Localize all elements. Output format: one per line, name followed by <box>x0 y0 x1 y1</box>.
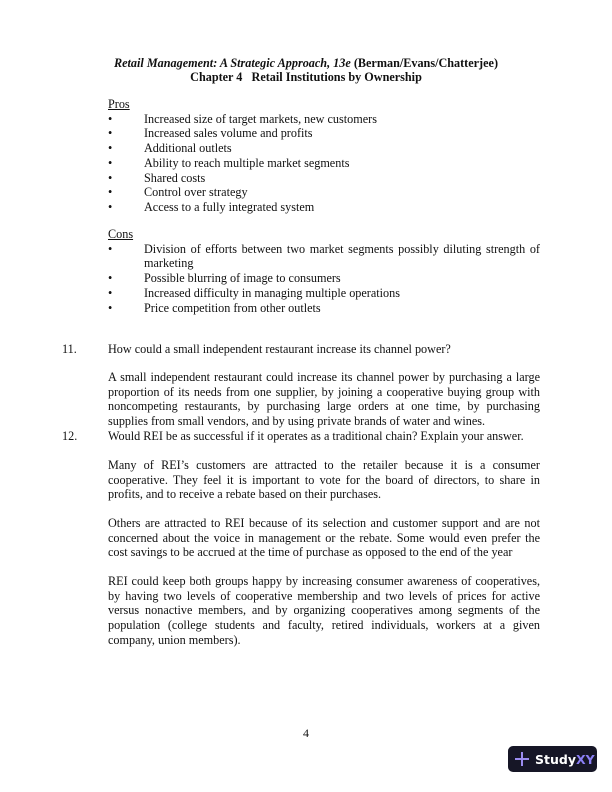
list-item: • Shared costs <box>108 170 206 185</box>
bullet-icon: • <box>108 126 113 141</box>
chapter-title: Chapter 4 Retail Institutions by Ownership <box>190 70 422 84</box>
cons-section <box>108 227 540 315</box>
bullet-icon: • <box>108 199 113 214</box>
pros-title: Pros <box>108 97 130 111</box>
studyxy-badge[interactable] <box>508 746 597 772</box>
list-item: • Increased size of target markets, new customers <box>108 111 377 126</box>
badge-label-xy: XY <box>575 751 595 767</box>
list-item: • Increased difficulty in managing multiple operations <box>108 285 400 300</box>
answer-paragraph: A small independent restaurant could increase its channel power by purchasing a large proportion of its needs from one supplier, by joining a cooperative buying group with noncompeting restaurants, by purchasing large orders at one time, by purchasing supplies from small vendors, and by using private brands of water and wines. <box>108 370 540 429</box>
bullet-icon: • <box>108 141 113 156</box>
page-number: 4 <box>303 726 309 740</box>
list-item: • Access to a fully integrated system <box>108 199 315 214</box>
list-item: • Control over strategy <box>108 185 248 200</box>
answer-paragraph: Many of REI’s customers are attracted to the retailer because it is a consumer cooperative. They feel it is important to vote for the board of directors, to share in profits, and to receive a rebate based on their purchases. <box>108 458 540 502</box>
answer-paragraph: Others are attracted to REI because of its selection and customer support and are not concerned about the voice in management or the rebate. Some would even prefer the cost savings to be accrued at the time of purchase as opposed to the end of the year <box>108 516 540 560</box>
bullet-icon: • <box>108 285 113 300</box>
question-number: 12. <box>62 429 78 443</box>
plus-icon <box>515 752 529 766</box>
cons-title: Cons <box>108 227 134 241</box>
bullet-icon: • <box>108 271 113 286</box>
pros-section <box>108 97 540 215</box>
badge-label-study: Study <box>535 751 576 767</box>
list-item: • Possible blurring of image to consumers <box>108 271 341 286</box>
list-item: • Increased sales volume and profits <box>108 126 313 141</box>
book-title: Retail Management: A Strategic Approach, 13e <box>114 56 351 70</box>
list-item: • Division of efforts between two market segments possibly diluting strength of marketing <box>108 241 540 271</box>
bullet-icon: • <box>108 170 113 185</box>
bullet-icon: • <box>108 241 113 256</box>
book-title-line <box>0 56 612 70</box>
book-authors: (Berman/Evans/Chatterjee) <box>350 56 498 70</box>
question-text: How could a small independent restaurant increase its channel power? <box>108 342 451 356</box>
answer-paragraph: REI could keep both groups happy by increasing consumer awareness of cooperatives, by having two levels of cooperative membership and two levels of prices for active versus nonactive members, and by organizing cooperatives among segments of the population (college students and faculty, retired individuals, workers at a given company, union members). <box>108 574 540 647</box>
list-item: • Additional outlets <box>108 141 232 156</box>
bullet-icon: • <box>108 185 113 200</box>
bullet-icon: • <box>108 155 113 170</box>
bullet-icon: • <box>108 111 113 126</box>
document-header <box>0 56 612 84</box>
bullet-icon: • <box>108 300 113 315</box>
question-number: 11. <box>62 342 77 356</box>
question-text: Would REI be as successful if it operates as a traditional chain? Explain your answer. <box>108 429 524 443</box>
list-item: • Price competition from other outlets <box>108 300 321 315</box>
list-item: • Ability to reach multiple market segments <box>108 155 350 170</box>
